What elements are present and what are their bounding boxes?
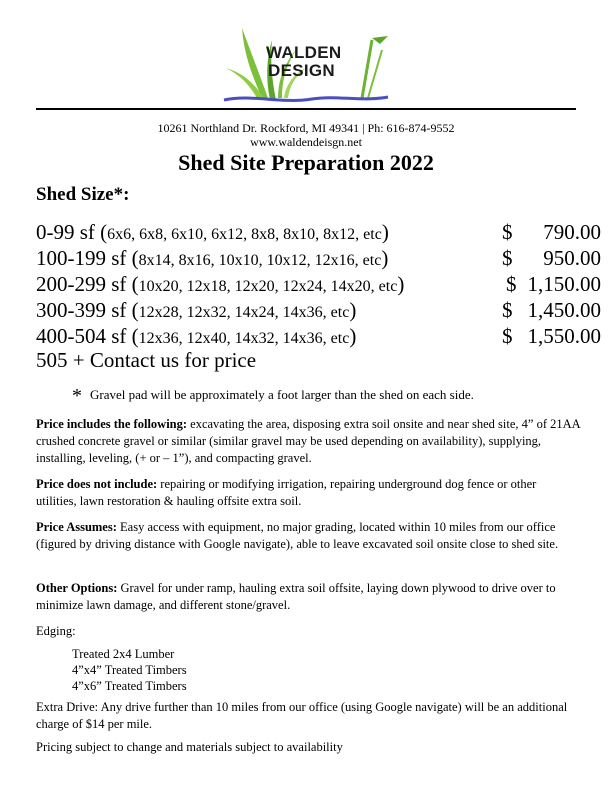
- logo-line-2: DESIGN: [268, 61, 335, 80]
- price-amount: 1,550.00: [527, 324, 601, 348]
- options-label: Other Options:: [36, 581, 118, 595]
- contact-for-price: 505 + Contact us for price: [36, 348, 257, 372]
- price-excludes-paragraph: [36, 476, 580, 510]
- logo-wordmark: [266, 44, 341, 80]
- includes-text: excavating the area, disposing extra soil onsite and near shed site, 4” of 21AA crushed concrete gravel or similar (similar gravel may be used depending on availability), supplying, installing, leveling, (+ or – 1”), and compacting gravel.: [36, 417, 580, 465]
- price-amount: 790.00: [543, 220, 601, 244]
- price-amount: 1,150.00: [527, 272, 601, 296]
- size-range: 200-299 sf: [36, 272, 127, 296]
- dollar-sign: $: [506, 272, 517, 296]
- price-amount: 1,450.00: [527, 298, 601, 322]
- shed-size-heading: Shed Size*:: [36, 184, 130, 205]
- asterisk: *: [72, 385, 82, 407]
- price-row-200-299: 200-299 sf (10x20, 12x18, 12x20, 12x24, 14x20, etc) $ 1,150.00: [36, 272, 601, 296]
- page-title: Shed Site Preparation 2022: [178, 150, 434, 175]
- price-row-400-504: 400-504 sf (12x36, 12x40, 14x32, 14x36, etc) $ 1,550.00: [36, 324, 601, 348]
- edging-item: Treated 2x4 Lumber: [72, 647, 175, 661]
- size-range: 100-199 sf: [36, 246, 127, 270]
- edging-item: 4”x4” Treated Timbers: [72, 663, 187, 677]
- price-row-300-399: 300-399 sf (12x28, 12x32, 14x24, 14x36, etc) $ 1,450.00: [36, 298, 601, 322]
- example-sizes: 10x20, 12x18, 12x20, 12x24, 14x20, etc: [138, 278, 398, 295]
- logo-line-1: WALDEN: [266, 43, 342, 62]
- assumes-label: Price Assumes:: [36, 520, 117, 534]
- edging-label: Edging:: [36, 624, 76, 638]
- dollar-sign: $: [502, 324, 513, 348]
- options-text: Gravel for under ramp, hauling extra soil offsite, laying down plywood to drive over to minimize lawn damage, and different stone/gravel.: [36, 581, 556, 612]
- other-options-paragraph: [36, 580, 580, 614]
- includes-label: Price includes the following:: [36, 417, 188, 431]
- size-range: 400-504 sf: [36, 324, 127, 348]
- assumes-text: Easy access with equipment, no major grading, located within 10 miles from our office (figured by driving distance with Google navigate), able to leave excavated soil onsite close to shed site.: [36, 520, 559, 551]
- extra-drive-paragraph: Extra Drive: Any drive further than 10 miles from our office (using Google navigate) will be an additional charge of $14 per mile.: [36, 700, 568, 731]
- header-divider: [36, 108, 576, 110]
- dollar-sign: $: [502, 220, 513, 244]
- price-row-100-199: 100-199 sf (8x14, 8x16, 10x10, 10x12, 12x16, etc) $ 950.00: [36, 246, 601, 270]
- price-row-0-99: 0-99 sf (6x6, 6x8, 6x10, 6x12, 8x8, 8x10, 8x12, etc) $ 790.00: [36, 220, 601, 244]
- example-sizes: 12x28, 12x32, 14x24, 14x36, etc: [138, 304, 350, 321]
- company-address: 10261 Northland Dr. Rockford, MI 49341 | Ph: 616-874-9552: [157, 121, 455, 135]
- size-range: 300-399 sf: [36, 298, 127, 322]
- dollar-sign: $: [502, 246, 513, 270]
- company-website[interactable]: www.waldendeisgn.net: [250, 135, 362, 149]
- excludes-text: repairing or modifying irrigation, repairing underground dog fence or other utilities, lawn restoration & hauling offsite extra soil.: [36, 477, 537, 508]
- footnote-text: Gravel pad will be approximately a foot larger than the shed on each side.: [90, 387, 474, 402]
- example-sizes: 6x6, 6x8, 6x10, 6x12, 8x8, 8x10, 8x12, etc: [107, 226, 382, 243]
- price-assumes-paragraph: [36, 519, 580, 553]
- example-sizes: 12x36, 12x40, 14x32, 14x36, etc: [138, 330, 350, 347]
- price-includes-paragraph: [36, 416, 580, 467]
- edging-item: 4”x6” Treated Timbers: [72, 679, 187, 693]
- dollar-sign: $: [502, 298, 513, 322]
- example-sizes: 8x14, 8x16, 10x10, 10x12, 12x16, etc: [138, 252, 382, 269]
- price-amount: 950.00: [543, 246, 601, 270]
- size-range: 0-99 sf: [36, 220, 95, 244]
- pricing-disclaimer: Pricing subject to change and materials subject to availability: [36, 740, 343, 754]
- gravel-pad-footnote: [72, 386, 474, 405]
- excludes-label: Price does not include:: [36, 477, 158, 491]
